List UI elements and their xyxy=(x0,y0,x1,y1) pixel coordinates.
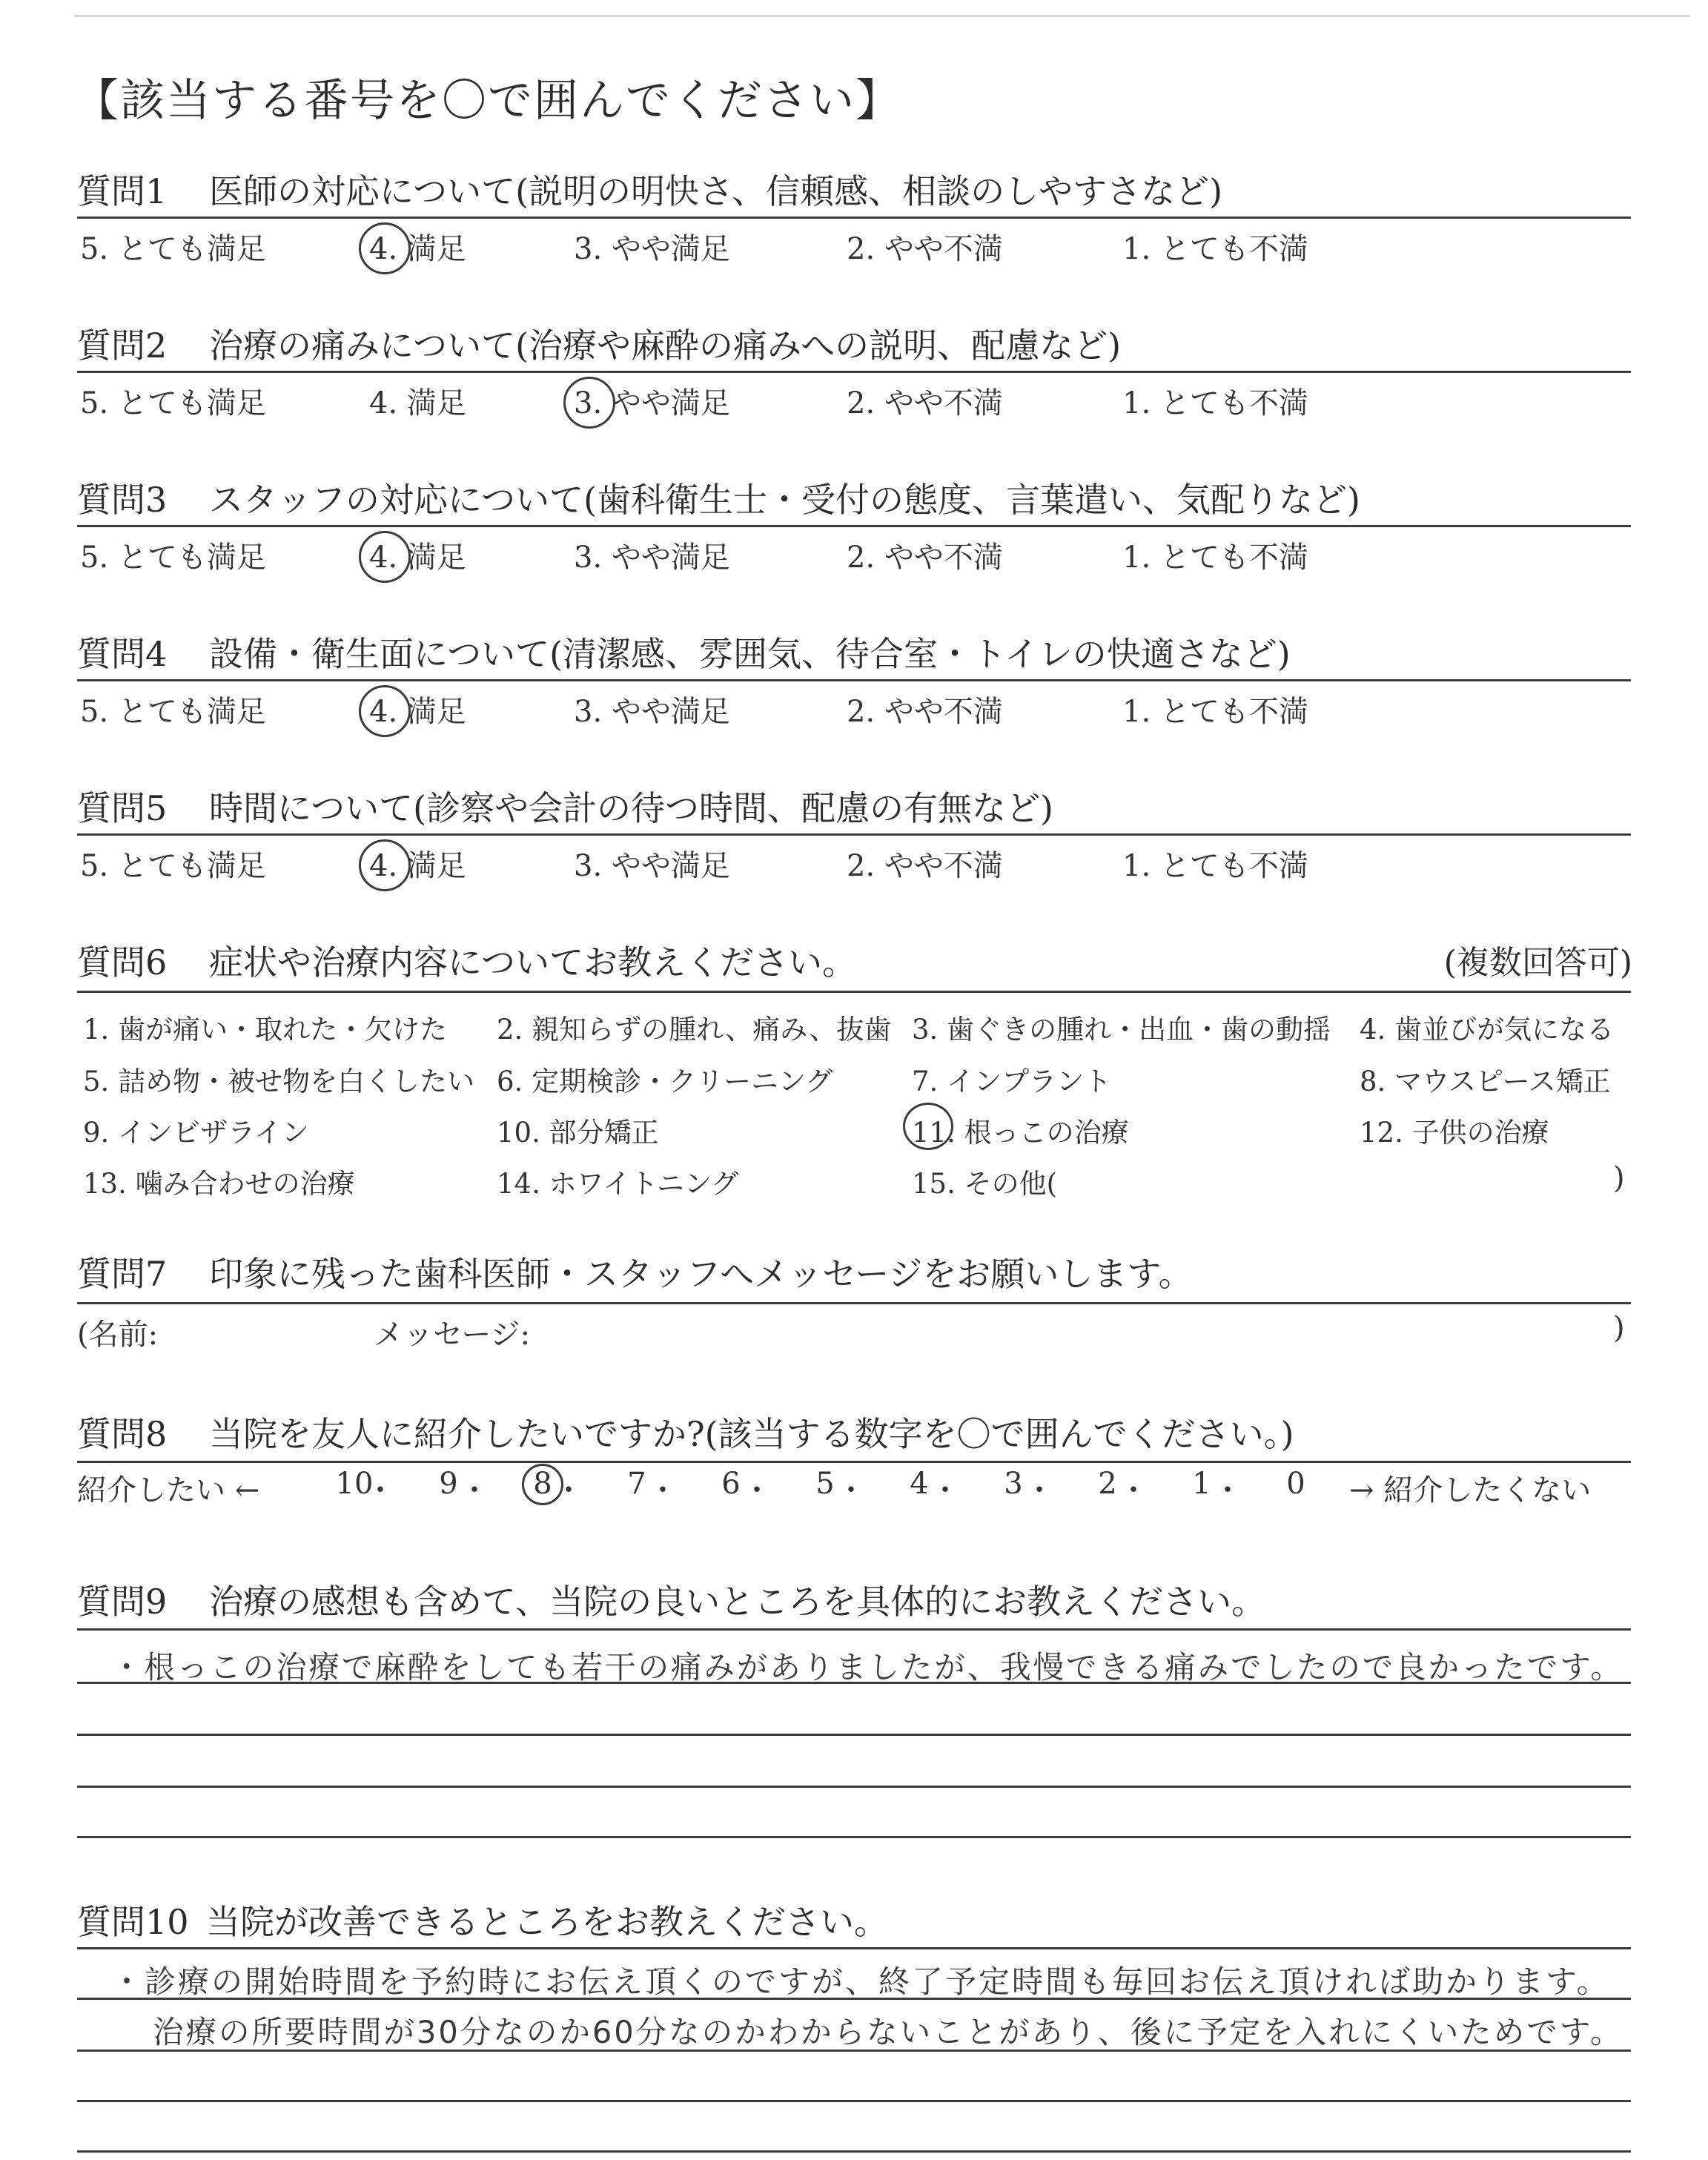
q10-number: 質問10 xyxy=(77,1902,189,1942)
q1-option-3[interactable]: 3. やや満足 xyxy=(574,232,730,266)
q6-option-9[interactable]: 9. インビザライン xyxy=(83,1117,309,1149)
q9-number: 質問9 xyxy=(77,1582,168,1622)
q10-writing-line xyxy=(77,2050,1631,2052)
q10-writing-line xyxy=(77,2150,1631,2153)
q8-heading xyxy=(77,1407,1294,1456)
q4-option-4[interactable]: 4. 満足 xyxy=(369,695,466,729)
q9-rule xyxy=(77,1628,1631,1631)
q10-writing-line xyxy=(77,2100,1631,2102)
q1-rule xyxy=(77,217,1631,219)
q2-rule xyxy=(77,371,1631,373)
q10-answer-line-1: ・診療の開始時間を予約時にお伝え頂くのですが、終了予定時間も毎回お伝え頂ければ助かります。 xyxy=(111,1964,1610,2000)
q10-heading xyxy=(77,1895,888,1944)
q8-score-7[interactable]: 7 xyxy=(627,1467,646,1501)
q8-right-label: → 紹介したくない xyxy=(1349,1473,1592,1507)
q8-text: 当院を友人に紹介したいですか?(該当する数字を〇で囲んでください。) xyxy=(209,1414,1294,1454)
q3-option-5[interactable]: 5. とても満足 xyxy=(80,541,266,575)
q6-number: 質問6 xyxy=(77,942,168,982)
q7-heading xyxy=(77,1247,1193,1296)
q8-score-9[interactable]: 9 xyxy=(439,1467,458,1501)
q5-rule xyxy=(77,833,1631,836)
q4-text: 設備・衛生面について(清潔感、雰囲気、待合室・トイレの快適さなど) xyxy=(209,634,1291,674)
q7-message-label: メッセージ: xyxy=(374,1318,531,1352)
q6-text: 症状や治療内容についてお教えください。 xyxy=(209,942,857,982)
q9-writing-line xyxy=(77,1734,1631,1736)
q2-heading xyxy=(77,319,1121,368)
q6-heading xyxy=(77,936,856,985)
q5-number: 質問5 xyxy=(77,788,168,828)
q5-selected-circle xyxy=(359,839,411,891)
q1-text: 医師の対応について(説明の明快さ、信頼感、相談のしやすさなど) xyxy=(209,171,1223,211)
q7-rule xyxy=(77,1302,1631,1304)
top-border xyxy=(74,15,1690,17)
q5-option-2[interactable]: 2. やや不満 xyxy=(847,849,1003,883)
q4-option-5[interactable]: 5. とても満足 xyxy=(80,695,266,729)
q6-option-7[interactable]: 7. インプラント xyxy=(912,1066,1112,1097)
q8-separator: ・ xyxy=(648,1473,678,1507)
q2-option-4[interactable]: 4. 満足 xyxy=(369,386,466,420)
q2-text: 治療の痛みについて(治療や麻酔の痛みへの説明、配慮など) xyxy=(209,326,1122,366)
q8-score-10[interactable]: 10 xyxy=(335,1467,374,1501)
q6-option-11[interactable]: 11. 根っこの治療 xyxy=(912,1117,1129,1149)
q6-option-4[interactable]: 4. 歯並びが気になる xyxy=(1360,1014,1615,1046)
q6-selected-circle xyxy=(903,1103,953,1150)
q7-text: 印象に残った歯科医師・スタッフへメッセージをお願いします。 xyxy=(209,1254,1193,1294)
q8-score-8[interactable]: 8 xyxy=(533,1467,552,1501)
q8-score-1[interactable]: 1 xyxy=(1192,1467,1211,1501)
q6-rule xyxy=(77,991,1631,993)
q7-close-paren: ) xyxy=(1613,1311,1625,1345)
page-title: 【該当する番号を〇で囲んでください】 xyxy=(74,75,901,127)
q8-score-5[interactable]: 5 xyxy=(815,1467,835,1501)
q2-option-5[interactable]: 5. とても満足 xyxy=(80,386,266,420)
q2-option-3[interactable]: 3. やや満足 xyxy=(574,386,730,420)
q8-left-label: 紹介したい ← xyxy=(77,1473,260,1507)
q3-option-4[interactable]: 4. 満足 xyxy=(369,541,466,575)
q4-option-1[interactable]: 1. とても不満 xyxy=(1122,695,1308,729)
q2-option-1[interactable]: 1. とても不満 xyxy=(1122,386,1308,420)
q4-option-2[interactable]: 2. やや不満 xyxy=(847,695,1003,729)
q8-rule xyxy=(77,1461,1631,1463)
q4-heading xyxy=(77,627,1291,676)
q5-text: 時間について(診察や会計の待つ時間、配慮の有無など) xyxy=(209,788,1053,828)
q8-score-4[interactable]: 4 xyxy=(910,1467,929,1501)
q6-option-3[interactable]: 3. 歯ぐきの腫れ・出血・歯の動揺 xyxy=(912,1014,1331,1046)
q8-separator: ・ xyxy=(742,1473,772,1507)
q9-writing-line xyxy=(77,1786,1631,1788)
q8-score-6[interactable]: 6 xyxy=(721,1467,741,1501)
q10-text: 当院が改善できるところをお教えください。 xyxy=(206,1902,888,1942)
q2-selected-circle xyxy=(563,377,615,429)
q1-option-2[interactable]: 2. やや不満 xyxy=(847,232,1003,266)
q6-option-13[interactable]: 13. 噛み合わせの治療 xyxy=(83,1168,355,1200)
q5-option-3[interactable]: 3. やや満足 xyxy=(574,849,730,883)
q1-option-1[interactable]: 1. とても不満 xyxy=(1122,232,1308,266)
q6-option-8[interactable]: 8. マウスピース矯正 xyxy=(1360,1066,1611,1097)
q6-multiple-answers-note: (複数回答可) xyxy=(1443,944,1632,982)
q1-number: 質問1 xyxy=(77,171,168,211)
q3-option-2[interactable]: 2. やや不満 xyxy=(847,541,1003,575)
q8-score-0[interactable]: 0 xyxy=(1286,1467,1305,1501)
q1-option-5[interactable]: 5. とても満足 xyxy=(80,232,266,266)
q8-score-3[interactable]: 3 xyxy=(1004,1467,1023,1501)
q1-heading xyxy=(77,165,1222,214)
q8-separator: ・ xyxy=(1025,1473,1054,1507)
q1-selected-circle xyxy=(359,222,411,274)
q8-separator: ・ xyxy=(1119,1473,1148,1507)
q3-heading xyxy=(77,473,1360,522)
q8-score-2[interactable]: 2 xyxy=(1098,1467,1117,1501)
q6-option-6[interactable]: 6. 定期検診・クリーニング xyxy=(497,1066,833,1097)
q9-writing-line xyxy=(77,1836,1631,1838)
q9-text: 治療の感想も含めて、当院の良いところを具体的にお教えください。 xyxy=(209,1582,1266,1622)
q2-number: 質問2 xyxy=(77,326,168,366)
q5-option-5[interactable]: 5. とても満足 xyxy=(80,849,266,883)
q8-number: 質問8 xyxy=(77,1414,168,1454)
q3-option-3[interactable]: 3. やや満足 xyxy=(574,541,730,575)
q6-option-15[interactable]: 15. その他( xyxy=(912,1168,1058,1200)
q8-separator: ・ xyxy=(460,1473,489,1507)
q4-option-3[interactable]: 3. やや満足 xyxy=(574,695,730,729)
q7-name-label: (名前: xyxy=(77,1318,159,1352)
q3-selected-circle xyxy=(359,531,411,583)
q2-option-2[interactable]: 2. やや不満 xyxy=(847,386,1003,420)
q8-separator: ・ xyxy=(836,1473,866,1507)
q3-option-1[interactable]: 1. とても不満 xyxy=(1122,541,1308,575)
q6-option-14[interactable]: 14. ホワイトニング xyxy=(497,1168,739,1200)
q8-separator: ・ xyxy=(930,1473,960,1507)
q10-answer-line-2: 治療の所要時間が30分なのか60分なのかわからないことがあり、後に予定を入れにくいためです。 xyxy=(153,2014,1623,2050)
q1-option-4[interactable]: 4. 満足 xyxy=(369,232,466,266)
q6-option-2[interactable]: 2. 親知らずの腫れ、痛み、抜歯 xyxy=(497,1014,892,1046)
q8-separator: ・ xyxy=(1213,1473,1242,1507)
q6-other-close-paren: ) xyxy=(1613,1161,1625,1195)
q3-rule xyxy=(77,525,1631,527)
q6-option-1[interactable]: 1. 歯が痛い・取れた・欠けた xyxy=(83,1014,448,1046)
q9-writing-line xyxy=(77,1682,1631,1684)
q4-selected-circle xyxy=(359,685,411,737)
q6-option-12[interactable]: 12. 子供の治療 xyxy=(1360,1117,1549,1149)
q3-text: スタッフの対応について(歯科衛生士・受付の態度、言葉遣い、気配りなど) xyxy=(209,480,1360,520)
q10-rule xyxy=(77,1947,1631,1949)
q3-number: 質問3 xyxy=(77,480,168,520)
q6-option-10[interactable]: 10. 部分矯正 xyxy=(497,1117,659,1149)
q5-option-1[interactable]: 1. とても不満 xyxy=(1122,849,1308,883)
q4-number: 質問4 xyxy=(77,634,168,674)
q10-writing-line xyxy=(77,1998,1631,2000)
q9-heading xyxy=(77,1575,1265,1624)
q6-option-5[interactable]: 5. 詰め物・被せ物を白くしたい xyxy=(83,1066,475,1097)
q8-separator: ・ xyxy=(365,1473,395,1507)
q9-answer-line-1: ・根っこの治療で麻酔をしても若干の痛みがありましたが、我慢できる痛みでしたので良かったです。 xyxy=(111,1649,1623,1685)
q8-separator: ・ xyxy=(554,1473,583,1507)
q5-option-4[interactable]: 4. 満足 xyxy=(369,849,466,883)
q4-rule xyxy=(77,679,1631,681)
q7-number: 質問7 xyxy=(77,1254,168,1294)
q5-heading xyxy=(77,782,1053,830)
